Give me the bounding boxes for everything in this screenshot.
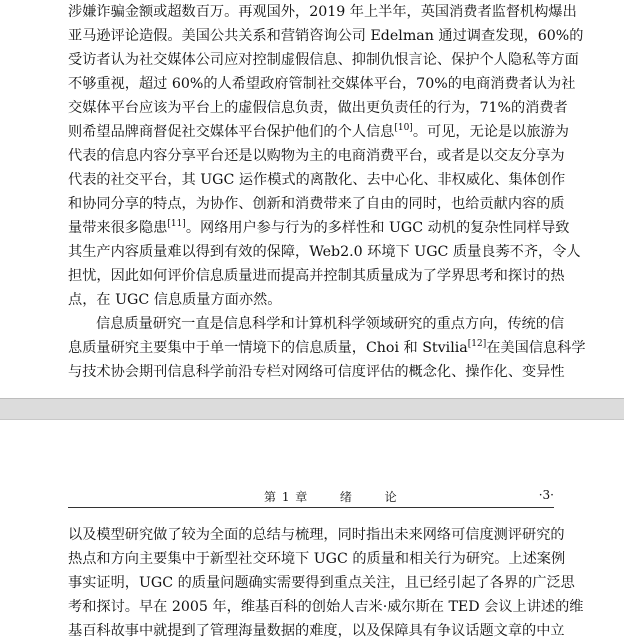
text-segment: 息质量研究主要集中于单一情境下的信息质量，Choi 和 Stvilia [68, 340, 468, 356]
chapter-title: 论 [384, 490, 398, 504]
citation-ref[interactable]: [12] [467, 339, 487, 349]
text-line: 担忧，因此如何评价信息质量进而提高并控制其质量成为了学界思考和探讨的热 [68, 268, 565, 284]
text-line: 信息质量研究一直是信息科学和计算机科学领域研究的重点方向，传统的信 [96, 316, 565, 332]
text-line [68, 336, 586, 360]
text-segment: 。网络用户参与行为的多样性和 UGC 动机的复杂性同样导致 [185, 220, 570, 236]
text-segment: 量带来很多隐患 [68, 220, 168, 236]
text-line: 受访者认为社交媒体公司应对控制虚假信息、抑制仇恨言论、保护个人隐私等方面 [68, 52, 579, 68]
text-line: 涉嫌诈骗金额或超数百万。再观国外，2019 年上半年，英国消费者监督机构爆出 [68, 4, 577, 20]
text-line [68, 216, 570, 240]
citation-ref[interactable]: [10] [394, 123, 413, 133]
text-line: 代表的信息内容分享平台还是以购物为主的电商消费平台，或者是以交友分享为 [68, 148, 565, 164]
text-line: 热点和方向主要集中于新型社交环境下 UGC 的质量和相关行为研究。上述案例 [68, 551, 566, 567]
text-line: 交媒体平台应该为平台上的虚假信息负责，做出更负责任的行为，71%的消费者 [68, 100, 568, 116]
text-line: 亚马逊评论造假。美国公共关系和营销咨询公司 Edelman 通过调查发现，60%的 [68, 28, 584, 44]
text-line: 其生产内容质量难以得到有效的保障，Web2.0 环境下 UGC 质量良莠不齐，令人 [68, 244, 581, 260]
text-line: 以及模型研究做了较为全面的总结与梳理，同时指出未来网络可信度测评研究的 [68, 527, 565, 543]
text-line: 与技术协会期刊信息科学前沿专栏对网络可信度评估的概念化、操作化、变异性 [68, 364, 565, 380]
chapter-title: 绪 [339, 490, 353, 504]
text-line: 和协同分享的特点，为协作、创新和消费带来了自由的同时，也给贡献内容的质 [68, 196, 565, 212]
page-number: ·3· [538, 488, 554, 502]
header-rule [68, 507, 554, 508]
running-header [264, 488, 398, 505]
text-line: 点，在 UGC 信息质量方面亦然。 [68, 292, 282, 308]
page-separator [0, 398, 624, 420]
text-segment: 在美国信息科学 [486, 340, 586, 356]
text-segment: 。可见，无论是以旅游为 [412, 124, 569, 140]
text-line: 事实证明，UGC 的质量问题确实需要得到重点关注，且已经引起了各界的广泛思 [68, 575, 575, 591]
text-line: 考和探讨。早在 2005 年，维基百科的创始人吉米·威尔斯在 TED 会议上讲述的维 [68, 599, 584, 615]
text-line: 基百科故事中就提到了管理海量数据的难度，以及保障具有争议话题文章的中立 [68, 623, 565, 639]
text-segment: 则希望品牌商督促社交媒体平台保护他们的个人信息 [68, 124, 395, 140]
citation-ref[interactable]: [11] [167, 219, 186, 229]
text-line [68, 120, 569, 144]
text-line: 不够重视，超过 60%的人希望政府管制社交媒体平台，70%的电商消费者认为社 [68, 76, 576, 92]
text-line: 代表的社交平台，其 UGC 运作模式的离散化、去中心化、非权威化、集体创作 [68, 172, 566, 188]
chapter-label: 第 1 章 [264, 490, 309, 504]
